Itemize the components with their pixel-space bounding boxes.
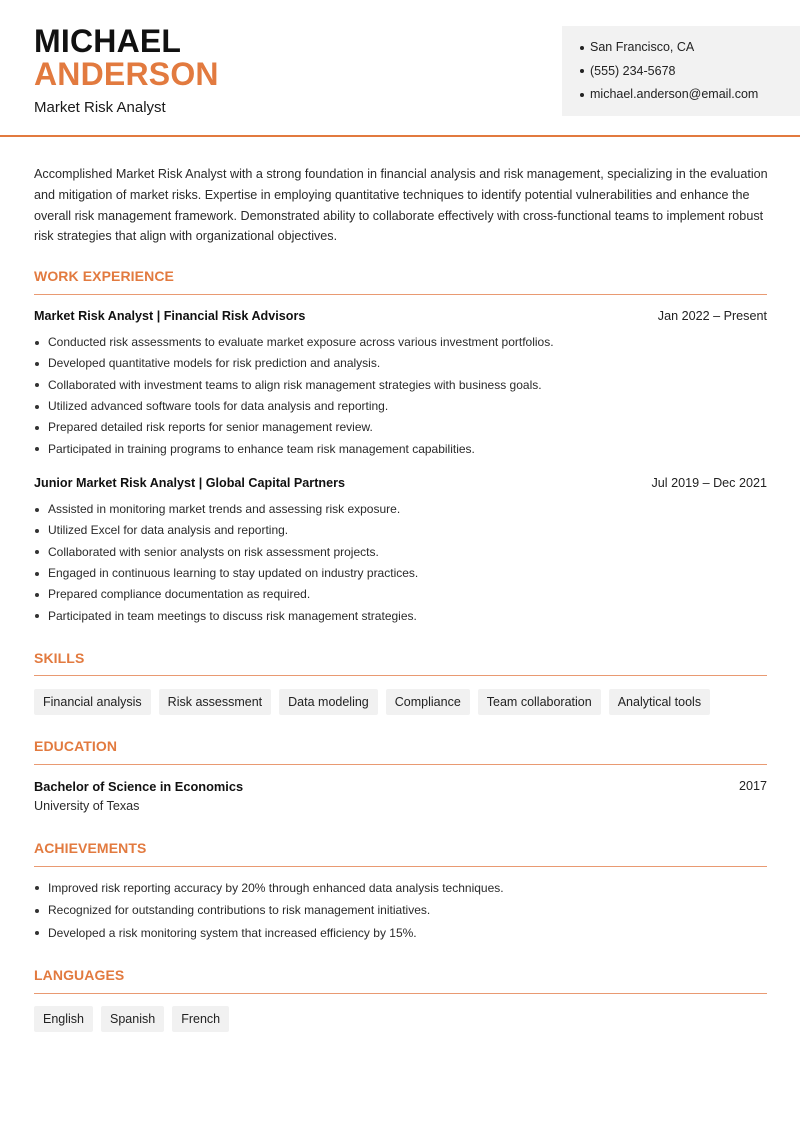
language-tag: Spanish	[101, 1006, 164, 1032]
list-item	[34, 332, 767, 353]
list-item	[34, 605, 767, 626]
job-role: Market Risk Analyst | Financial Risk Advisors	[34, 309, 306, 323]
last-name: ANDERSON	[34, 56, 219, 92]
section-divider	[34, 764, 767, 765]
bullet-text: Assisted in monitoring market trends and assessing risk exposure.	[48, 502, 401, 517]
section-title-achievements: ACHIEVEMENTS	[34, 840, 147, 856]
contact-box	[562, 26, 800, 116]
bullet-icon	[35, 426, 39, 430]
list-item	[34, 438, 767, 459]
skill-tag: Compliance	[386, 689, 470, 715]
bullet-icon	[35, 341, 39, 345]
bullet-icon	[35, 405, 39, 409]
education-degree: Bachelor of Science in Economics	[34, 779, 244, 794]
list-item	[34, 900, 767, 923]
list-item	[34, 499, 767, 520]
list-item	[34, 922, 767, 945]
email-text: michael.anderson@email.com	[590, 87, 759, 102]
section-title-languages: LANGUAGES	[34, 967, 125, 983]
bullet-text: Prepared compliance documentation as required.	[48, 587, 311, 602]
skill-tag: Risk assessment	[159, 689, 271, 715]
job-bullets	[34, 499, 767, 627]
bullet-text: Developed a risk monitoring system that increased efficiency by 15%.	[48, 925, 417, 940]
bullet-text: Prepared detailed risk reports for senior management review.	[48, 420, 373, 435]
list-item	[34, 584, 767, 605]
bullet-text: Conducted risk assessments to evaluate market exposure across various investment portfolios.	[48, 335, 554, 350]
section-title-work: WORK EXPERIENCE	[34, 268, 174, 284]
language-tag: French	[172, 1006, 229, 1032]
job-role: Junior Market Risk Analyst | Global Capital Partners	[34, 476, 345, 490]
bullet-text: Utilized Excel for data analysis and reporting.	[48, 523, 289, 538]
bullet-text: Improved risk reporting accuracy by 20% through enhanced data analysis techniques.	[48, 880, 504, 895]
list-item	[34, 563, 767, 584]
bullet-icon	[35, 447, 39, 451]
bullet-icon	[580, 46, 584, 50]
job-dates: Jan 2022 – Present	[657, 309, 767, 323]
skill-tag: Analytical tools	[609, 689, 710, 715]
bullet-icon	[35, 886, 39, 890]
section-divider	[34, 675, 767, 676]
bullet-icon	[35, 593, 39, 597]
bullet-icon	[35, 362, 39, 366]
bullet-icon	[35, 550, 39, 554]
resume-header	[0, 0, 800, 137]
achievement-bullets	[34, 877, 767, 945]
bullet-icon	[35, 909, 39, 913]
bullet-text: Engaged in continuous learning to stay updated on industry practices.	[48, 566, 419, 581]
list-item	[34, 375, 767, 396]
list-item	[34, 417, 767, 438]
job-header	[34, 309, 767, 323]
education-school: University of Texas	[34, 799, 140, 813]
section-title-skills: SKILLS	[34, 650, 85, 666]
bullet-icon	[35, 529, 39, 533]
contact-location	[580, 36, 800, 60]
bullet-text: Participated in training programs to enhance team risk management capabilities.	[48, 441, 475, 456]
job-title: Market Risk Analyst	[34, 99, 166, 116]
bullet-text: Developed quantitative models for risk prediction and analysis.	[48, 356, 381, 371]
language-tags	[34, 1006, 229, 1032]
job-dates: Jul 2019 – Dec 2021	[651, 476, 767, 490]
skill-tag: Team collaboration	[478, 689, 601, 715]
bullet-text: Utilized advanced software tools for data analysis and reporting.	[48, 399, 389, 414]
language-tag: English	[34, 1006, 93, 1032]
bullet-icon	[35, 572, 39, 576]
bullet-icon	[35, 383, 39, 387]
location-text: San Francisco, CA	[590, 40, 695, 55]
skill-tag: Data modeling	[279, 689, 378, 715]
list-item	[34, 542, 767, 563]
section-divider	[34, 294, 767, 295]
contact-email	[580, 83, 800, 107]
section-divider	[34, 993, 767, 994]
list-item	[34, 520, 767, 541]
list-item	[34, 877, 767, 900]
bullet-text: Recognized for outstanding contributions to risk management initiatives.	[48, 903, 431, 918]
skills-tags	[34, 689, 710, 715]
first-name: MICHAEL	[34, 23, 182, 59]
skill-tag: Financial analysis	[34, 689, 151, 715]
bullet-text: Collaborated with senior analysts on risk assessment projects.	[48, 544, 379, 559]
bullet-icon	[35, 931, 39, 935]
section-divider	[34, 866, 767, 867]
bullet-text: Collaborated with investment teams to align risk management strategies with business goals.	[48, 377, 542, 392]
section-title-education: EDUCATION	[34, 738, 118, 754]
professional-summary: Accomplished Market Risk Analyst with a strong foundation in financial analysis and risk management, specializing in the evaluation and mitigation of market risks. Expertise in employing quantitative techniques to identify potential vulnerabilities and enhance the overall risk management framework. Demonstrated ability to collaborate effectively with cross-functional teams to implement robust risk strategies that align with organizational objectives.	[34, 167, 768, 244]
job-header	[34, 476, 767, 490]
bullet-icon	[35, 508, 39, 512]
job-bullets	[34, 332, 767, 460]
bullet-icon	[580, 93, 584, 97]
bullet-text: Participated in team meetings to discuss risk management strategies.	[48, 608, 417, 623]
list-item	[34, 353, 767, 374]
bullet-icon	[580, 69, 584, 73]
bullet-icon	[35, 614, 39, 618]
education-year: 2017	[738, 779, 767, 793]
contact-phone	[580, 60, 800, 84]
list-item	[34, 396, 767, 417]
phone-text: (555) 234-5678	[590, 63, 676, 78]
